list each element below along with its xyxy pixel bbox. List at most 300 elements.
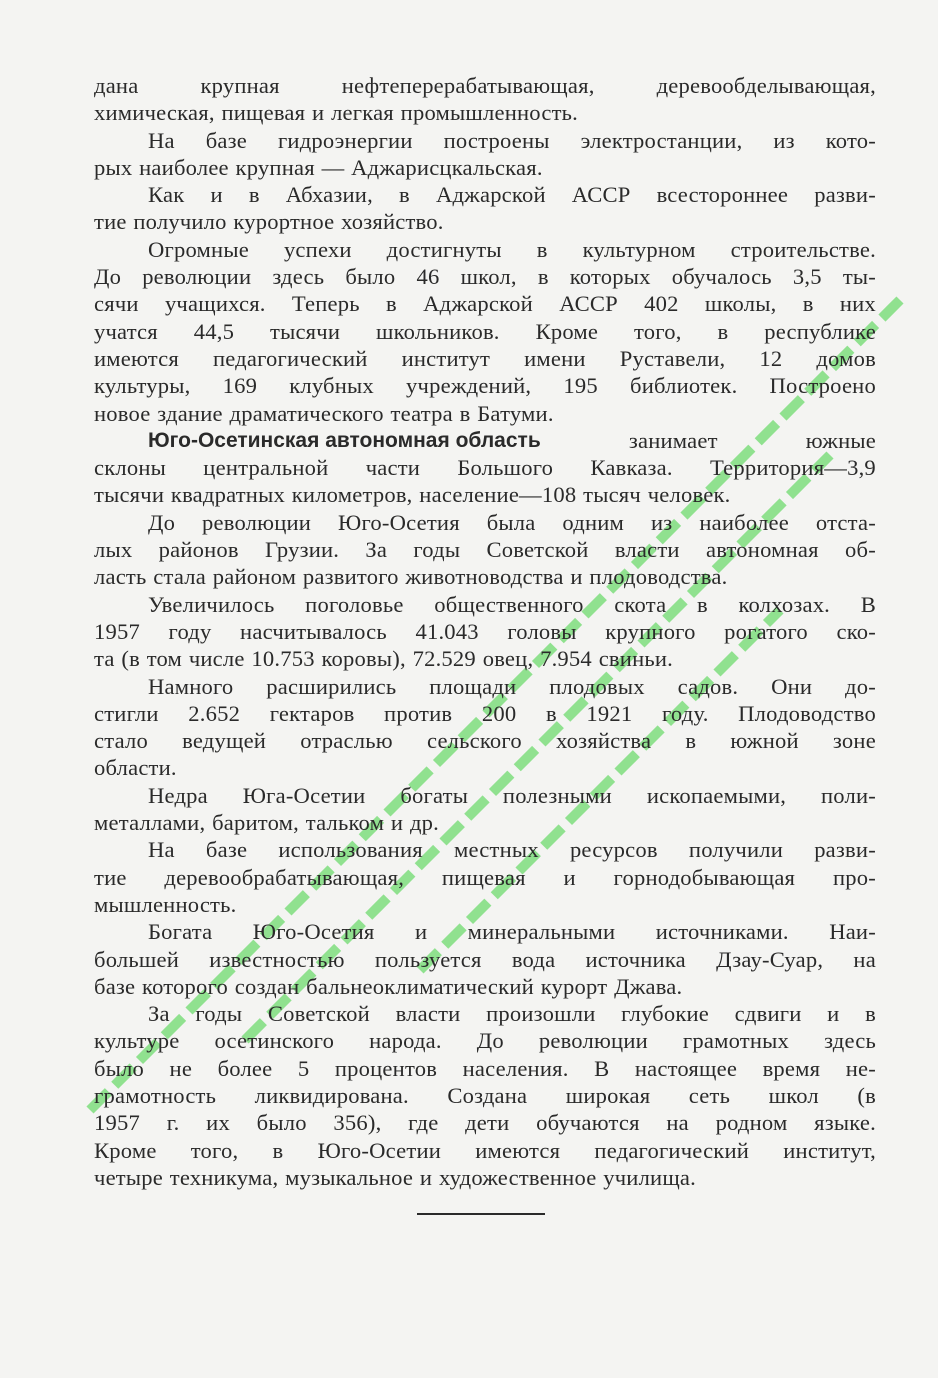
word: местных [454,837,539,863]
word: использования [278,837,423,863]
word: про- [832,864,876,890]
word: сячи [94,291,139,317]
word: легкая [331,100,394,126]
word: в [717,318,729,344]
word: тие [94,864,127,890]
word: годы [413,537,461,563]
word: культурном [582,236,696,262]
word: овец, [482,646,534,672]
word: родном [715,1110,788,1136]
word: южные [805,427,876,453]
word: достигнуты [386,236,502,262]
word: поли- [820,782,876,808]
word: поголовье [305,591,404,617]
word: большей [94,946,179,972]
word: учатся [94,318,158,344]
word: районом [212,564,297,590]
word: курортное [233,209,335,235]
word: театра [390,400,453,426]
word: строительстве. [730,236,876,262]
text-line [94,290,876,317]
word: того, [634,318,682,344]
word: Аджарисцкальская. [351,154,543,180]
word: учащихся. [164,291,266,317]
word: деревообрабатывающая, [164,864,405,890]
word: революции [538,1028,648,1054]
text-line [94,318,876,345]
word: хозяйства [555,728,652,754]
word: стало [94,728,148,754]
word: баритом, [212,810,299,836]
word: об- [845,537,876,563]
word: Джава. [614,973,683,999]
word: разви- [814,182,876,208]
word: части [365,455,421,481]
word: та [94,646,115,672]
word: электростанции, [580,127,743,153]
word: 5 [297,1055,310,1081]
word: в [802,291,814,317]
word: была [486,509,536,535]
word: сдвиги [734,1001,802,1027]
word: Большого [457,455,554,481]
word: на [666,1110,689,1136]
word: получило [133,209,227,235]
word: г. [166,1110,180,1136]
word: школьников. [376,318,500,344]
word: здание [157,400,223,426]
word: широкая [565,1082,651,1108]
word: занимает [628,427,718,453]
word: из [773,127,795,153]
word: площади [429,673,517,699]
word: успехи [283,236,352,262]
word: Они [771,673,813,699]
word: — [321,154,345,180]
word: химическая, [94,100,215,126]
text-line [94,454,876,481]
word: населения. [462,1055,569,1081]
word: где [408,1110,439,1136]
word: 2.652 [188,700,241,726]
word: пищевая [441,864,526,890]
text-line [94,400,876,427]
word: 7.954 [540,646,592,672]
word: того, [190,1137,239,1163]
word: металлами, [94,810,206,836]
word: 12 [759,345,783,371]
word: Создана [447,1082,528,1108]
word: числе [188,646,245,672]
word: Кроме [94,1137,157,1163]
word: За [148,1001,170,1027]
word: население—108 [419,482,577,508]
word: стигли [94,700,159,726]
word: стала [153,564,206,590]
word: педагогический [212,345,368,371]
word: 1957 [94,618,140,644]
word: человек. [647,482,731,508]
word: южной [730,728,799,754]
text-line [94,891,876,918]
word: АССР [559,291,618,317]
word: процентов [334,1055,438,1081]
word: 72.529 [412,646,476,672]
word: них [839,291,876,317]
word: скота [614,591,667,617]
word: институт, [783,1137,876,1163]
word: художественное [438,1164,597,1190]
word: базе [205,127,247,153]
word: До [476,1028,504,1054]
word: Наи- [829,919,876,945]
word: ликвидирована. [254,1082,409,1108]
word: Намного [148,673,234,699]
word: автономная [705,537,819,563]
word: Аджарской [423,291,533,317]
word: развитого [302,564,399,590]
word: революции [202,509,312,535]
word: ласть [94,564,147,590]
word: том [146,646,183,672]
text-line [94,1055,876,1082]
word: и [570,564,583,590]
word: 10.753 [251,646,315,672]
word: грамотность [94,1082,217,1108]
word: минеральными [467,919,616,945]
word: школ [768,1082,819,1108]
text-line [94,645,876,672]
word: тысяч [583,482,641,508]
word: Теперь [291,291,360,317]
word: Территория—3,9 [709,455,876,481]
word: на [853,946,876,972]
word: до- [845,673,876,699]
word: Богата [148,919,213,945]
text-line [94,1000,876,1027]
word: Кавказа. [590,455,673,481]
text-line [94,481,876,508]
closing-rule [417,1213,545,1215]
word: революции [142,264,252,290]
word: обучаются [536,1110,640,1136]
word: ведущей [182,728,267,754]
word: и [210,182,223,208]
word: источника [585,946,686,972]
word: плодовых [549,673,645,699]
word: учреждений, [406,373,532,399]
word: власти [395,1001,461,1027]
text-line [94,208,876,235]
word: наиболее [139,154,229,180]
word: музыкальное [285,1164,414,1190]
word: библиотек. [630,373,738,399]
word: языке. [814,1110,876,1136]
word: На [148,127,175,153]
word: в [685,728,697,754]
word: тие [94,209,127,235]
text-line [94,536,876,563]
word: здесь [824,1028,876,1054]
word: сельского [426,728,522,754]
word: Построено [769,373,876,399]
word: в [696,591,708,617]
word: дана [94,73,139,98]
word: их [206,1110,230,1136]
word: 1957 [94,1110,140,1136]
word: четыре [94,1164,163,1190]
word: полезными [502,782,612,808]
word: 3,5 [792,264,822,290]
word: имеются [475,1137,561,1163]
word: садов. [677,673,739,699]
text-line [94,1164,876,1191]
word: которых [569,264,651,290]
region-title: Юго-Осетинская автономная область [148,428,541,452]
word: гектаров [269,700,355,726]
word: обучалось [671,264,772,290]
word: бальнеоклиматический [306,973,534,999]
text-line [94,809,876,836]
word: построены [443,127,550,153]
text-line [94,1027,876,1054]
word: 1921 [586,700,633,726]
word: получили [688,837,784,863]
word: плодоводства. [589,564,728,590]
word: центральной [203,455,329,481]
word: Руставели, [619,345,726,371]
text-line [94,372,876,399]
word: Плодоводство [738,700,876,726]
text-line [94,946,876,973]
word: Советской [486,537,589,563]
word: против [384,700,453,726]
word: животноводства [405,564,564,590]
word: До [148,509,176,535]
word: осетинского [214,1028,335,1054]
word: культуры, [94,373,191,399]
text-line [94,973,876,1000]
text-line [94,754,876,781]
word: создан [234,973,300,999]
text-line [94,345,876,372]
word: клубных [289,373,374,399]
word: училища. [603,1164,697,1190]
text-line [94,782,876,809]
word: крупная [200,73,280,98]
word: свиньи. [598,646,674,672]
word: в [537,264,549,290]
word: одним [562,509,625,535]
word: Юго-Осетия [338,509,460,535]
word: глубокие [621,1001,710,1027]
word: нефтеперерабатывающая, [341,73,595,98]
word: педагогический [594,1137,750,1163]
word: кото- [825,127,876,153]
word: склоны [94,455,167,481]
word: богаты [400,782,469,808]
word: пользуется [374,946,482,972]
text-line [94,591,876,618]
word: году [168,618,212,644]
word: лых [94,537,133,563]
word: в [459,400,471,426]
word: драматического [229,400,384,426]
word: Как [148,182,185,208]
word: области. [94,755,177,781]
text-line [94,154,876,181]
word: Юга-Осетии [242,782,366,808]
word: было [345,264,396,290]
text-line [94,1137,876,1164]
word: отраслью [300,728,393,754]
word: Абхазии, [285,182,373,208]
word: крупного [605,618,696,644]
word: имеются [94,345,179,371]
word: пищевая [221,100,306,126]
word: гидроэнергии [277,127,413,153]
word: народа. [369,1028,442,1054]
word: в [865,1001,876,1027]
word: 41.043 [415,618,479,644]
word: Недра [148,782,208,808]
word: было [94,1055,145,1081]
word: Юго-Осетии [317,1137,442,1163]
word: и [563,864,576,890]
text-line [94,673,876,700]
word: До [94,264,122,290]
text-line [94,509,876,536]
word: крупная [235,154,315,180]
word: (в [121,646,140,672]
word: не [169,1055,193,1081]
word: деревообделывающая, [656,73,876,98]
word: настоящее [634,1055,738,1081]
word: 46 [416,264,440,290]
word: в [536,236,548,262]
word: Огромные [148,236,249,262]
word: километров, [291,482,413,508]
word: техникума, [169,1164,279,1190]
text-line [94,72,876,99]
word: году. [662,700,709,726]
word: За [365,537,388,563]
word: и [414,919,428,945]
word: ты- [842,264,876,290]
word: грамотных [682,1028,790,1054]
word: более [217,1055,273,1081]
word: республике [764,318,876,344]
word: В [860,591,876,617]
word: институт [401,345,491,371]
word: общественного [434,591,584,617]
word: расширились [266,673,397,699]
word: (в [857,1082,876,1108]
word: ско- [836,618,876,644]
word: районов [158,537,239,563]
word: базе [205,837,248,863]
word: Увеличилось [148,591,275,617]
text-line [94,181,876,208]
word: Батуми. [477,400,554,426]
word: 356), [333,1110,382,1136]
word: коровы), [321,646,406,672]
word: базе [94,973,136,999]
word: школ, [460,264,517,290]
word: мышленность. [94,891,237,917]
word: отста- [815,509,876,535]
text-line [94,263,876,290]
word: и [419,1164,433,1190]
word: колхозах. [738,591,831,617]
word: произошли [486,1001,596,1027]
word: в [399,182,410,208]
word: хозяйство. [341,209,444,235]
word: из [650,509,673,535]
word: Советской [267,1001,370,1027]
word: которого [142,973,228,999]
word: источниками. [655,919,789,945]
word: В [594,1055,610,1081]
word: время [762,1055,821,1081]
word: рых [94,154,133,180]
text-line [94,563,876,590]
word: власти [614,537,680,563]
text-line [94,236,876,263]
word: 169 [222,373,258,399]
word: в [272,1137,284,1163]
word: тысячи [270,318,341,344]
word: было [256,1110,307,1136]
word: школы, [704,291,777,317]
word: тысячи [94,482,165,508]
word: Кроме [535,318,599,344]
word: домов [816,345,876,371]
word: и [312,100,325,126]
word: и [827,1001,840,1027]
text-line [94,864,876,891]
word: зоне [832,728,876,754]
word: АССР [571,182,631,208]
word: Дзау-Суар, [716,946,824,972]
word: ресурсов [569,837,658,863]
word: всестороннее [656,182,789,208]
word: квадратных [170,482,285,508]
word: разви- [814,837,876,863]
word: наиболее [699,509,789,535]
text-line [94,427,876,454]
word: ископаемыми, [646,782,787,808]
word: сеть [688,1082,731,1108]
word: культуре [94,1028,180,1054]
word: Грузии. [265,537,340,563]
word: годы [195,1001,243,1027]
text-line [94,618,876,645]
word: новое [94,400,151,426]
word: здесь [272,264,325,290]
word: насчитывалось [240,618,387,644]
word: др. [409,810,439,836]
word: 402 [644,291,679,317]
word: вода [511,946,556,972]
word: дети [465,1110,510,1136]
word: головы [507,618,577,644]
text-line [94,918,876,945]
text-line [94,99,876,126]
word: 195 [563,373,598,399]
word: в [386,291,397,317]
word: Аджарской [435,182,546,208]
